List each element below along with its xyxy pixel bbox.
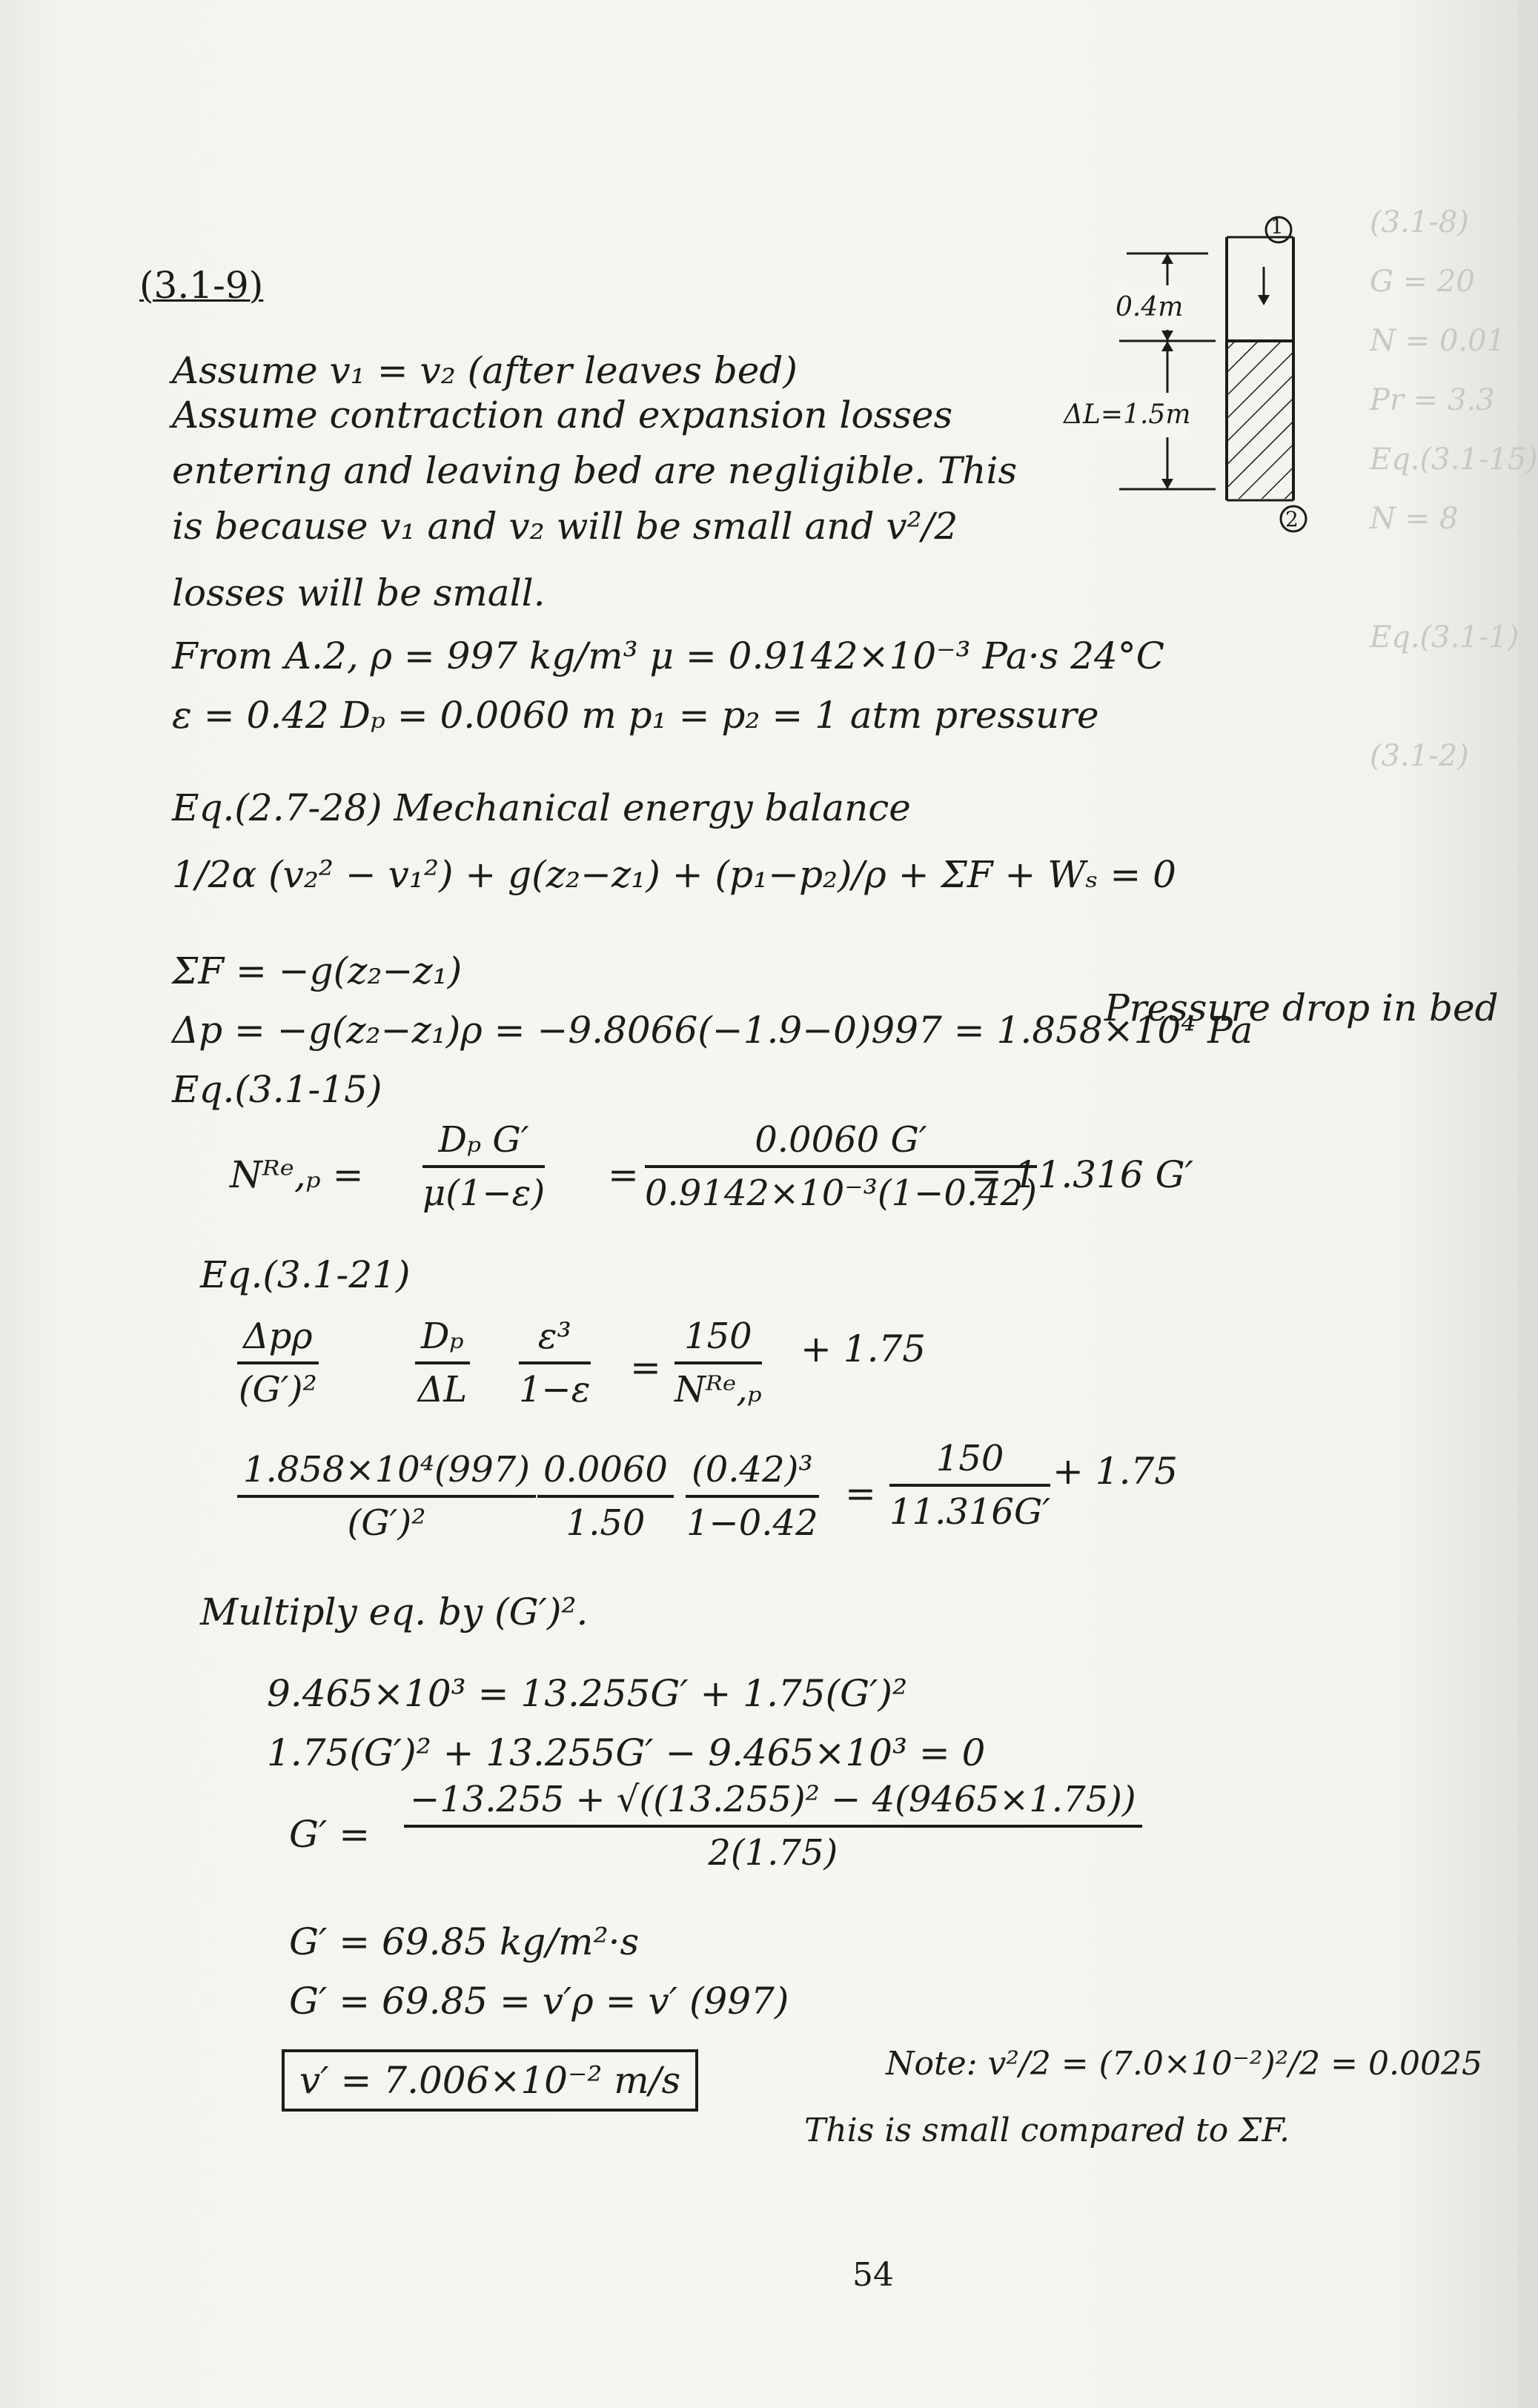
- assumption-4: is because v₁ and v₂ will be small and v²/2: [172, 505, 958, 548]
- ergun-fraction-2: [415, 1316, 470, 1410]
- reynolds-f2-num: 0.0060 G′: [645, 1119, 1037, 1168]
- pressure-drop-note: Pressure drop in bed: [1104, 986, 1499, 1029]
- result-g-2: G′ = 69.85 = v′ρ = v′ (997): [289, 1980, 789, 2023]
- sub-fraction-4: [889, 1438, 1050, 1533]
- bleed-through: (3.1-8) G = 20 N = 0.01 Pr = 3.3 Eq.(3.1-15) N = 8 Eq.(3.1-1) (3.1-2): [1370, 205, 1538, 773]
- assumption-1: Assume v₁ = v₂ (after leaves bed): [172, 349, 798, 392]
- ergun-f3-den: 1−ε: [519, 1369, 591, 1410]
- ergun-fraction-4: [674, 1316, 762, 1410]
- solve-step-2: 1.75(G′)² + 13.255G′ − 9.465×10³ = 0: [267, 1731, 986, 1774]
- quadratic-num: −13.255 + √((13.255)² − 4(9465×1.75)): [404, 1779, 1142, 1828]
- dim-bed: ΔL=1.5m: [1064, 393, 1190, 437]
- ergun-equals: =: [630, 1346, 661, 1389]
- final-answer: v′ = 7.006×10⁻² m/s: [282, 2049, 698, 2112]
- sub-f3-num: (0.42)³: [686, 1449, 819, 1498]
- properties-line-2: ε = 0.42 Dₚ = 0.0060 m p₁ = p₂ = 1 atm pressure: [172, 694, 1099, 737]
- reynolds-lhs: Nᴿᵉ,ₚ =: [230, 1153, 364, 1196]
- sub-f4-den: 11.316G′: [889, 1491, 1051, 1533]
- solve-step-1: 9.465×10³ = 13.255G′ + 1.75(G′)²: [267, 1672, 907, 1715]
- reynolds-equals: =: [608, 1153, 639, 1196]
- reynolds-title: Eq.(3.1-15): [172, 1068, 382, 1111]
- sub-f3-den: 1−0.42: [686, 1502, 818, 1544]
- ergun-f2-num: Dₚ: [415, 1316, 470, 1364]
- ergun-f4-num: 150: [674, 1316, 762, 1364]
- assumption-2: Assume contraction and expansion losses: [172, 394, 953, 437]
- sub-f4-num: 150: [889, 1438, 1050, 1487]
- ergun-tail: + 1.75: [801, 1327, 927, 1370]
- quadratic-lhs: G′ =: [289, 1813, 371, 1856]
- ergun-f1-num: Δpρ: [237, 1316, 319, 1364]
- dim-top: 0.4m: [1116, 285, 1183, 330]
- multiply-step: Multiply eq. by (G′)².: [200, 1591, 589, 1633]
- pressure-drop-equation: Δp = −g(z₂−z₁)ρ = −9.8066(−1.9−0)997 = 1.858×10⁴ Pa: [172, 1009, 1253, 1052]
- sub-f1-den: (G′)²: [347, 1502, 426, 1544]
- result-g-1: G′ = 69.85 kg/m²·s: [289, 1920, 640, 1963]
- ergun-f3-num: ε³: [519, 1316, 591, 1364]
- note-line-1: Note: v²/2 = (7.0×10⁻²)²/2 = 0.0025: [886, 2045, 1482, 2083]
- sub-fraction-1: [237, 1449, 536, 1544]
- ergun-fraction-1: [237, 1316, 319, 1410]
- assumption-5: losses will be small.: [172, 571, 546, 614]
- reynolds-f1-num: Dₚ G′: [422, 1119, 545, 1168]
- ergun-f4-den: Nᴿᵉ,ₚ: [674, 1369, 762, 1410]
- sub-equals: =: [845, 1472, 876, 1515]
- note-line-2: This is small compared to ΣF.: [804, 2112, 1290, 2149]
- quadratic-fraction: [404, 1779, 1142, 1874]
- energy-balance-equation: 1/2α (v₂² − v₁²) + g(z₂−z₁) + (p₁−p₂)/ρ + ΣF + Wₛ = 0: [172, 853, 1176, 896]
- reynolds-f2-den: 0.9142×10⁻³(1−0.42): [645, 1173, 1037, 1214]
- assumption-3: entering and leaving bed are negligible. This: [172, 449, 1018, 492]
- ergun-f1-den: (G′)²: [238, 1369, 317, 1410]
- ergun-title: Eq.(3.1-21): [200, 1253, 411, 1296]
- energy-balance-title: Eq.(2.7-28) Mechanical energy balance: [172, 786, 911, 829]
- reynolds-result: = 11.316 G′: [971, 1153, 1193, 1196]
- friction-equation: ΣF = −g(z₂−z₁): [172, 949, 463, 992]
- marker-2: 2: [1285, 507, 1299, 531]
- packed-bed-diagram: [1038, 215, 1319, 556]
- sub-fraction-2: [537, 1449, 674, 1544]
- ergun-f2-den: ΔL: [417, 1369, 468, 1410]
- reynolds-f1-den: μ(1−ε): [422, 1173, 546, 1214]
- sub-f2-den: 1.50: [566, 1502, 646, 1544]
- sub-tail: + 1.75: [1053, 1450, 1179, 1493]
- problem-label: (3.1-9): [139, 264, 264, 307]
- reynolds-fraction-1: [422, 1119, 545, 1214]
- ergun-fraction-3: [519, 1316, 591, 1410]
- page-number: 54: [852, 2256, 894, 2294]
- marker-1: 1: [1270, 214, 1284, 239]
- properties-line-1: From A.2, ρ = 997 kg/m³ μ = 0.9142×10⁻³ Pa·s 24°C: [172, 634, 1165, 677]
- sub-f2-num: 0.0060: [537, 1449, 674, 1498]
- sub-fraction-3: [686, 1449, 819, 1544]
- quadratic-den: 2(1.75): [708, 1832, 838, 1874]
- sub-f1-num: 1.858×10⁴(997): [237, 1449, 536, 1498]
